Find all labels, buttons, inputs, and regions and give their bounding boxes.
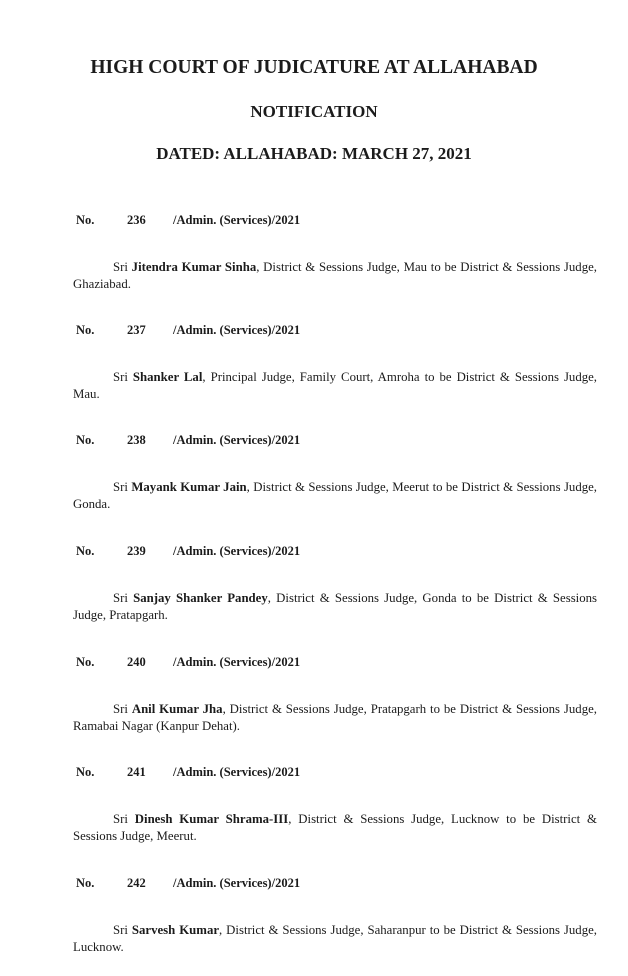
entry-number: 239 (127, 544, 146, 558)
entry-reference: /Admin. (Services)/2021 (173, 323, 301, 337)
posting-text: , District & Sessions Judge, Saharanpur to be District & Sessions Judge, Lucknow. (73, 923, 597, 954)
title-prefix: Sri (113, 260, 132, 274)
entry-reference: /Admin. (Services)/2021 (173, 876, 301, 890)
officer-name: Shanker Lal (132, 370, 203, 384)
no-label: No. (76, 433, 95, 447)
title-prefix: Sri (113, 702, 132, 716)
notification-entry (0, 765, 628, 865)
notification-entry (0, 433, 628, 533)
officer-name: Mayank Kumar Jain (131, 480, 247, 494)
entry-reference: /Admin. (Services)/2021 (173, 213, 301, 227)
entry-reference: /Admin. (Services)/2021 (173, 655, 301, 669)
title-prefix: Sri (113, 370, 133, 384)
no-label: No. (76, 765, 95, 779)
entry-paragraph (73, 259, 597, 293)
no-label: No. (76, 323, 95, 337)
entry-paragraph (73, 369, 597, 403)
no-label: No. (76, 876, 95, 890)
notification-heading: NOTIFICATION (250, 102, 378, 121)
officer-name: Sarvesh Kumar (131, 923, 220, 937)
entry-number: 242 (127, 876, 146, 890)
entry-number: 241 (127, 765, 146, 779)
officer-name: Jitendra Kumar Sinha (131, 260, 257, 274)
officer-name: Sanjay Shanker Pandey (133, 591, 268, 605)
entry-paragraph (73, 479, 597, 513)
no-label: No. (76, 544, 95, 558)
notification-entry (0, 323, 628, 423)
notification-entry (0, 544, 628, 644)
title-prefix: Sri (113, 480, 132, 494)
title-prefix: Sri (113, 591, 134, 605)
notification-entry (0, 655, 628, 755)
notification-entry (0, 213, 628, 313)
posting-text: , District & Sessions Judge, Pratapgarh to be District & Sessions Judge, Ramabai Nagar (Kanpur Dehat). (73, 702, 597, 733)
posting-text: , Principal Judge, Family Court, Amroha to be District & Sessions Judge, Mau. (73, 370, 597, 401)
entry-reference: /Admin. (Services)/2021 (173, 544, 301, 558)
entry-reference: /Admin. (Services)/2021 (173, 433, 301, 447)
entry-paragraph (73, 701, 597, 735)
title-prefix: Sri (113, 923, 132, 937)
title-prefix: Sri (113, 812, 135, 826)
entry-paragraph (73, 811, 597, 845)
posting-text: , District & Sessions Judge, Mau to be District & Sessions Judge, Ghaziabad. (73, 260, 597, 291)
officer-name: Anil Kumar Jha (131, 702, 223, 716)
posting-text: , District & Sessions Judge, Gonda to be District & Sessions Judge, Pratapgarh. (73, 591, 598, 622)
officer-name: Dinesh Kumar Shrama-III (134, 812, 289, 826)
entry-number: 237 (127, 323, 146, 337)
notification-entry (0, 876, 628, 976)
entry-number: 238 (127, 433, 146, 447)
entry-number: 240 (127, 655, 146, 669)
court-title: HIGH COURT OF JUDICATURE AT ALLAHABAD (90, 57, 538, 78)
entry-paragraph (73, 590, 597, 624)
posting-text: , District & Sessions Judge, Lucknow to be District & Sessions Judge, Meerut. (73, 812, 597, 843)
dated-line: DATED: ALLAHABAD: MARCH 27, 2021 (156, 144, 472, 163)
entry-reference: /Admin. (Services)/2021 (173, 765, 301, 779)
entry-paragraph (73, 922, 597, 956)
no-label: No. (76, 655, 95, 669)
no-label: No. (76, 213, 95, 227)
entry-number: 236 (127, 213, 146, 227)
posting-text: , District & Sessions Judge, Meerut to be District & Sessions Judge, Gonda. (73, 480, 597, 511)
